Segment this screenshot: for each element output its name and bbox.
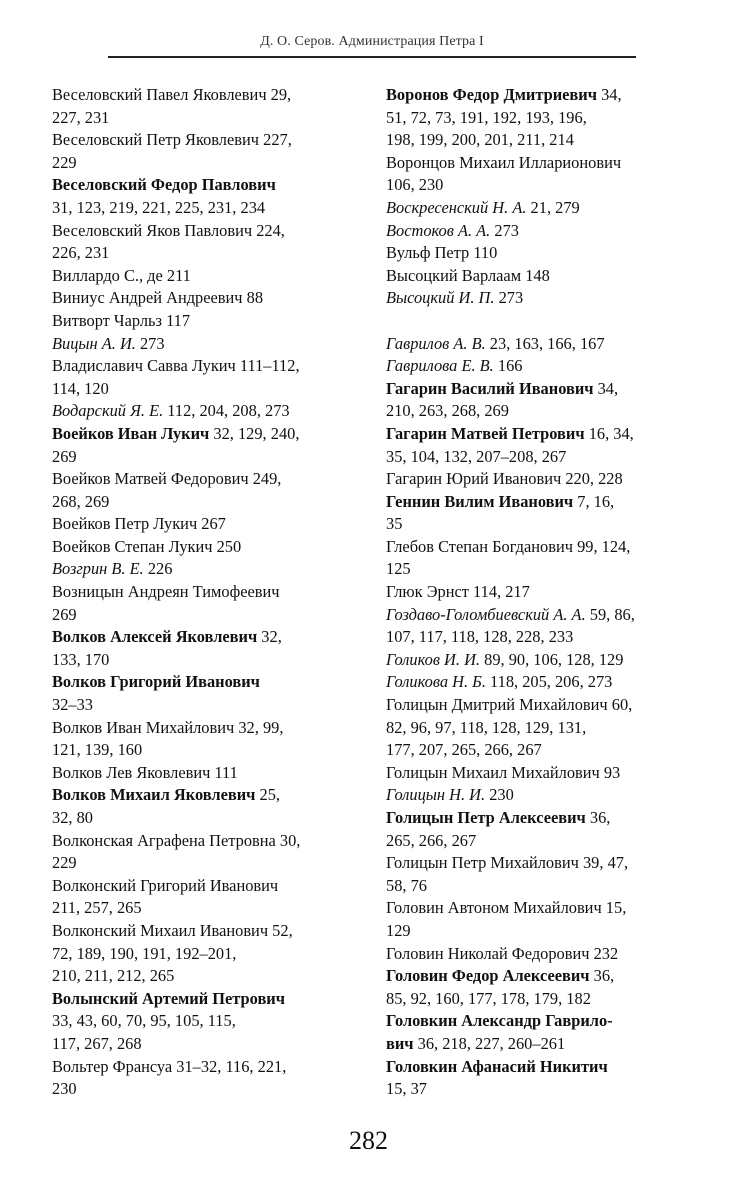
entry-first-line <box>386 265 708 288</box>
index-entry <box>386 152 708 197</box>
entry-pages: 34, <box>593 378 619 398</box>
entry-continuation-line <box>386 739 708 762</box>
entry-name: Волконский Григорий Иванович <box>52 875 279 895</box>
running-header: Д. О. Серов. Администрация Петра I <box>260 34 484 49</box>
entry-first-line <box>386 762 708 785</box>
entry-pages: 227, 231 <box>52 107 110 127</box>
entry-pages: 210, 263, 268, 269 <box>386 401 509 421</box>
entry-pages: 273 <box>490 220 519 240</box>
entry-pages: 32, 80 <box>52 808 93 827</box>
entry-pages: 250 <box>212 536 242 556</box>
entry-name: Гагарин Юрий Иванович <box>386 469 562 489</box>
entry-pages: 117, 267, 268 <box>52 1033 142 1053</box>
index-entry <box>52 762 352 785</box>
entry-first-line <box>52 333 352 356</box>
entry-continuation-line <box>52 446 352 469</box>
entry-first-line <box>52 671 352 694</box>
entry-continuation-line <box>386 107 708 130</box>
entry-name: Высоцкий Варлаам <box>386 265 522 285</box>
entry-name: Волков Михаил Яковлевич <box>52 785 256 805</box>
index-entry <box>386 671 708 694</box>
entry-pages: 58, 76 <box>386 875 427 895</box>
entry-pages: 226 <box>143 559 173 579</box>
index-entry <box>386 649 708 672</box>
entry-continuation-line <box>52 739 352 762</box>
entry-pages: 25, <box>255 785 280 805</box>
entry-pages: 34, <box>596 85 622 104</box>
entry-pages: 35 <box>386 514 403 534</box>
entry-pages: 15, 37 <box>386 1079 427 1099</box>
entry-continuation-line <box>52 378 352 401</box>
entry-pages: 230 <box>485 785 514 805</box>
entry-name: Волконский Михаил Иванович <box>52 920 269 940</box>
entry-first-line <box>386 84 708 107</box>
index-entry <box>386 378 708 423</box>
entry-pages: 220, 228 <box>561 469 623 489</box>
entry-pages: 16, 34, <box>584 423 634 443</box>
entry-continuation-line <box>52 1010 352 1033</box>
entry-pages: 226, 231 <box>52 243 110 263</box>
entry-pages: 273 <box>494 288 524 308</box>
entry-name: Веселовский Яков Павлович <box>52 220 253 240</box>
entry-name: Глюк Эрнст <box>386 582 469 602</box>
entry-continuation-line <box>386 174 708 197</box>
index-entry <box>386 265 708 288</box>
index-entry <box>386 84 708 152</box>
entry-name: Головин Федор Алексеевич <box>386 966 590 986</box>
index-column-left <box>52 84 352 1101</box>
entry-name: Волынский Артемий Петрович <box>52 988 285 1008</box>
index-entry <box>52 920 352 988</box>
entry-pages: 52, <box>268 920 293 940</box>
entry-pages: 110 <box>469 243 498 263</box>
entry-continuation-line <box>52 491 352 514</box>
entry-pages: 121, 139, 160 <box>52 740 143 760</box>
entry-pages: 230 <box>52 1079 77 1099</box>
entry-first-line <box>386 671 708 694</box>
entry-first-line <box>52 265 352 288</box>
entry-name: Голицын Н. И. <box>386 785 486 805</box>
entry-pages: 59, 86, <box>585 604 635 624</box>
index-entry <box>52 513 352 536</box>
entry-first-line <box>52 920 352 943</box>
entry-name: Голицын Петр Алексеевич <box>386 808 586 827</box>
entry-continuation-line <box>386 875 708 898</box>
entry-pages: 229 <box>52 853 77 873</box>
index-entry <box>52 717 352 762</box>
entry-pages: 31–32, 116, 221, <box>172 1056 287 1076</box>
index-entry <box>386 491 708 536</box>
entry-pages: 198, 199, 200, 201, 211, 214 <box>386 130 574 150</box>
entry-continuation-line <box>386 446 708 469</box>
entry-pages: 72, 189, 190, 191, 192–201, <box>52 943 237 963</box>
entry-first-line <box>386 694 708 717</box>
entry-name: Голицын Петр Михайлович <box>386 853 579 873</box>
entry-first-line <box>386 852 708 875</box>
entry-first-line <box>386 784 708 807</box>
entry-first-line <box>386 152 708 175</box>
entry-pages: 129 <box>386 920 411 940</box>
index-entry <box>52 84 352 129</box>
entry-pages: 89, 90, 106, 128, 129 <box>480 649 624 669</box>
entry-first-line <box>52 558 352 581</box>
entry-first-line <box>52 830 352 853</box>
index-entry <box>52 671 352 716</box>
entry-continuation-line <box>52 107 352 130</box>
entry-pages: 60, <box>607 695 633 715</box>
entry-continuation-line <box>52 242 352 265</box>
index-entry <box>52 468 352 513</box>
entry-pages: 30, <box>275 830 301 850</box>
entry-pages: 29, <box>266 85 292 104</box>
entry-continuation-line <box>52 965 352 988</box>
entry-pages: 148 <box>521 265 550 285</box>
entry-first-line <box>52 717 352 740</box>
entry-pages: 39, 47, <box>578 853 629 873</box>
entry-first-line <box>52 988 352 1011</box>
entry-name: Высоцкий И. П. <box>386 288 495 308</box>
entry-first-line <box>52 423 352 446</box>
entry-first-line <box>386 965 708 988</box>
entry-first-line <box>52 536 352 559</box>
index-entry <box>52 558 352 581</box>
entry-first-line <box>386 220 708 243</box>
entry-pages: 31, 123, 219, 221, 225, 231, 234 <box>52 197 266 217</box>
entry-first-line <box>52 762 352 785</box>
entry-name: Головкин Александр Гаврило- <box>386 1011 613 1031</box>
index-entry <box>386 852 708 897</box>
entry-first-line <box>52 581 352 604</box>
entry-continuation-line <box>52 604 352 627</box>
entry-pages: 118, 205, 206, 273 <box>485 672 613 692</box>
entry-pages: 33, 43, 60, 70, 95, 105, 115, <box>52 1011 236 1031</box>
entry-name: Гагарин Василий Иванович <box>386 378 594 398</box>
entry-pages: 229 <box>52 152 77 172</box>
entry-pages: 111 <box>210 762 238 782</box>
entry-name: Возгрин В. Е. <box>52 559 144 579</box>
index-entry <box>386 536 708 581</box>
entry-pages: 177, 207, 265, 266, 267 <box>386 740 542 760</box>
entry-continuation-line <box>386 988 708 1011</box>
index-entry <box>386 287 708 310</box>
entry-first-line <box>52 875 352 898</box>
entry-name: Виллардо С., де <box>52 265 163 285</box>
entry-continuation-line <box>386 1033 708 1056</box>
index-entry <box>386 423 708 468</box>
index-entry <box>52 400 352 423</box>
entry-name: Водарский Я. Е. <box>52 401 164 421</box>
index-entry <box>386 581 708 604</box>
entry-first-line <box>52 513 352 536</box>
entry-name: Вицын А. И. <box>52 333 136 353</box>
entry-first-line <box>386 355 708 378</box>
entry-first-line <box>386 468 708 491</box>
entry-pages: 265, 266, 267 <box>386 830 477 850</box>
entry-name: Голиков И. И. <box>386 649 481 669</box>
index-entry <box>386 333 708 356</box>
entry-continuation-line <box>52 694 352 717</box>
entry-continuation-line <box>52 897 352 920</box>
entry-first-line <box>52 784 352 807</box>
entry-first-line <box>386 897 708 920</box>
entry-first-line <box>52 84 352 107</box>
entry-name: Веселовский Павел Яковлевич <box>52 85 267 104</box>
entry-pages: 32, <box>257 627 282 647</box>
index-entry <box>386 943 708 966</box>
entry-name: Гагарин Матвей Петрович <box>386 423 585 443</box>
entry-first-line <box>386 807 708 830</box>
entry-first-line <box>52 1056 352 1079</box>
index-entry <box>386 197 708 220</box>
entry-name: Воейков Степан Лукич <box>52 536 213 556</box>
index-entry <box>52 1056 352 1101</box>
entry-pages: 114, 217 <box>468 582 530 602</box>
entry-first-line <box>386 491 708 514</box>
letter-group-gap <box>386 310 708 333</box>
entry-pages: 35, 104, 132, 207–208, 267 <box>386 446 567 466</box>
index-entry <box>52 174 352 219</box>
entry-name: Воронцов Михаил Илларионович <box>386 152 622 172</box>
entry-first-line <box>386 649 708 672</box>
entry-name: Воейков Петр Лукич <box>52 514 198 534</box>
entry-name: Гаврилова Е. В. <box>386 356 494 376</box>
entry-pages: 51, 72, 73, 191, 192, 193, 196, <box>386 107 587 127</box>
entry-pages: 36, <box>585 808 611 827</box>
entry-name: Волконская Аграфена Петровна <box>52 830 276 850</box>
entry-name: Голицын Дмитрий Михайлович <box>386 695 608 715</box>
entry-name: Витворт Чарльз <box>52 310 162 330</box>
entry-pages: 224, <box>252 220 285 240</box>
entry-pages: 88 <box>242 288 264 308</box>
index-entry <box>386 784 708 807</box>
entry-name: Воскресенский Н. А. <box>386 197 527 217</box>
entry-name: Владиславич Савва Лукич <box>52 356 236 376</box>
entry-pages: 32, 99, <box>234 717 284 737</box>
index-entry <box>386 897 708 942</box>
index-entry <box>52 536 352 559</box>
entry-name: Гоздаво-Голомбиевский А. А. <box>386 604 586 624</box>
entry-first-line <box>52 626 352 649</box>
index-entry <box>52 355 352 400</box>
index-entry <box>386 355 708 378</box>
entry-pages: 36, <box>589 966 615 986</box>
entry-name: Воронов Федор Дмитриевич <box>386 85 597 104</box>
entry-pages: 249, <box>248 469 282 489</box>
entry-name: Головин Николай Федорович <box>386 943 590 963</box>
entry-pages: 166 <box>493 356 523 376</box>
index-entry <box>52 220 352 265</box>
entry-continuation-line <box>386 513 708 536</box>
entry-pages: 273 <box>135 333 165 353</box>
index-entry <box>52 423 352 468</box>
entry-name: Волков Иван Михайлович <box>52 717 235 737</box>
entry-first-line <box>386 242 708 265</box>
index-entry <box>52 129 352 174</box>
entry-continuation-line <box>52 649 352 672</box>
entry-continuation-line <box>386 1078 708 1101</box>
entry-first-line <box>52 129 352 152</box>
entry-pages: 23, 163, 166, 167 <box>485 333 605 353</box>
entry-pages: 232 <box>589 943 619 963</box>
entry-name: Веселовский Петр Яковлевич <box>52 130 260 150</box>
entry-pages: 7, 16, <box>573 491 615 511</box>
index-entry <box>386 604 708 649</box>
entry-continuation-line <box>52 943 352 966</box>
index-entry <box>386 242 708 265</box>
entry-pages: 269 <box>52 446 77 466</box>
entry-pages: 111–112, <box>235 356 300 376</box>
entry-pages: 267 <box>197 514 226 534</box>
entry-first-line <box>52 355 352 378</box>
index-entry <box>386 1010 708 1055</box>
entry-pages: 112, 204, 208, 273 <box>163 401 290 421</box>
entry-name: Голикова Н. Б. <box>386 672 486 692</box>
index-entry <box>52 265 352 288</box>
index-entry <box>386 762 708 785</box>
index-entry <box>386 220 708 243</box>
index-entry <box>52 875 352 920</box>
entry-name: Веселовский Федор Павлович <box>52 175 276 195</box>
entry-pages: 93 <box>599 762 621 782</box>
entry-pages: 21, 279 <box>526 197 580 217</box>
entry-pages: 99, 124, <box>573 536 631 556</box>
entry-continuation-line <box>386 400 708 423</box>
entry-first-line <box>386 1056 708 1079</box>
entry-pages: 210, 211, 212, 265 <box>52 966 175 986</box>
entry-pages: 82, 96, 97, 118, 128, 129, 131, <box>386 717 587 737</box>
header-rule <box>108 56 636 58</box>
entry-continuation-line <box>386 920 708 943</box>
index-entry <box>386 694 708 762</box>
entry-pages: 211 <box>162 265 191 285</box>
entry-name: Гаврилов А. В. <box>386 333 486 353</box>
entry-name: Вульф Петр <box>386 243 470 263</box>
entry-continuation-line <box>386 129 708 152</box>
entry-pages: 114, 120 <box>52 378 109 398</box>
index-column-right <box>386 84 708 1101</box>
entry-name: Возницын Андреян Тимофеевич <box>52 582 280 602</box>
entry-name: Волков Лев Яковлевич <box>52 762 211 782</box>
index-entry <box>386 468 708 491</box>
entry-name: вич <box>386 1033 414 1053</box>
entry-continuation-line <box>386 717 708 740</box>
entry-first-line <box>52 310 352 333</box>
entry-pages: 211, 257, 265 <box>52 898 142 918</box>
entry-continuation-line <box>52 152 352 175</box>
entry-first-line <box>386 423 708 446</box>
entry-first-line <box>386 943 708 966</box>
entry-first-line <box>52 174 352 197</box>
index-entry <box>52 626 352 671</box>
entry-first-line <box>52 220 352 243</box>
entry-first-line <box>386 536 708 559</box>
index-entry <box>386 965 708 1010</box>
entry-first-line <box>52 468 352 491</box>
entry-name: Виниус Андрей Андреевич <box>52 288 243 308</box>
entry-pages: 85, 92, 160, 177, 178, 179, 182 <box>386 988 591 1008</box>
entry-name: Воейков Матвей Федорович <box>52 469 249 489</box>
entry-pages: 133, 170 <box>52 649 110 669</box>
entry-first-line <box>52 287 352 310</box>
entry-pages: 15, <box>601 898 627 918</box>
page-number: 282 <box>349 1126 388 1155</box>
entry-continuation-line <box>386 558 708 581</box>
entry-pages: 269 <box>52 604 77 624</box>
entry-name: Востоков А. А. <box>386 220 491 240</box>
entry-continuation-line <box>52 1078 352 1101</box>
entry-name: Голицын Михаил Михайлович <box>386 762 600 782</box>
index-entry <box>52 287 352 310</box>
entry-first-line <box>386 287 708 310</box>
entry-first-line <box>386 333 708 356</box>
entry-continuation-line <box>52 197 352 220</box>
entry-name: Геннин Вилим Иванович <box>386 491 574 511</box>
entry-pages: 117 <box>161 310 191 330</box>
entry-pages: 227, <box>259 130 292 150</box>
entry-name: Волков Григорий Иванович <box>52 672 260 692</box>
entry-continuation-line <box>52 807 352 830</box>
entry-pages: 106, 230 <box>386 175 444 195</box>
index-entry <box>52 988 352 1056</box>
entry-name: Головкин Афанасий Никитич <box>386 1056 608 1076</box>
entry-continuation-line <box>386 830 708 853</box>
entry-pages: 107, 117, 118, 128, 228, 233 <box>386 627 574 647</box>
entry-continuation-line <box>386 626 708 649</box>
entry-name: Волков Алексей Яковлевич <box>52 627 258 647</box>
entry-name: Воейков Иван Лукич <box>52 423 210 443</box>
entry-first-line <box>386 604 708 627</box>
entry-name: Глебов Степан Богданович <box>386 536 573 556</box>
entry-first-line <box>386 197 708 220</box>
index-entry <box>52 581 352 626</box>
index-entry <box>52 830 352 875</box>
entry-pages: 32, 129, 240, <box>209 423 300 443</box>
entry-pages: 32–33 <box>52 695 93 715</box>
index-entry <box>52 784 352 829</box>
entry-first-line <box>386 1010 708 1033</box>
entry-first-line <box>386 581 708 604</box>
index-entry <box>386 1056 708 1101</box>
entry-pages: 36, 218, 227, 260–261 <box>413 1033 566 1053</box>
entry-name: Головин Автоном Михайлович <box>386 898 602 918</box>
index-entry <box>52 310 352 333</box>
entry-pages: 125 <box>386 559 411 579</box>
entry-continuation-line <box>52 1033 352 1056</box>
entry-first-line <box>386 378 708 401</box>
entry-first-line <box>52 400 352 423</box>
index-entry <box>52 333 352 356</box>
entry-continuation-line <box>52 852 352 875</box>
index-entry <box>386 807 708 852</box>
entry-name: Вольтер Франсуа <box>52 1056 173 1076</box>
entry-pages: 268, 269 <box>52 491 110 511</box>
